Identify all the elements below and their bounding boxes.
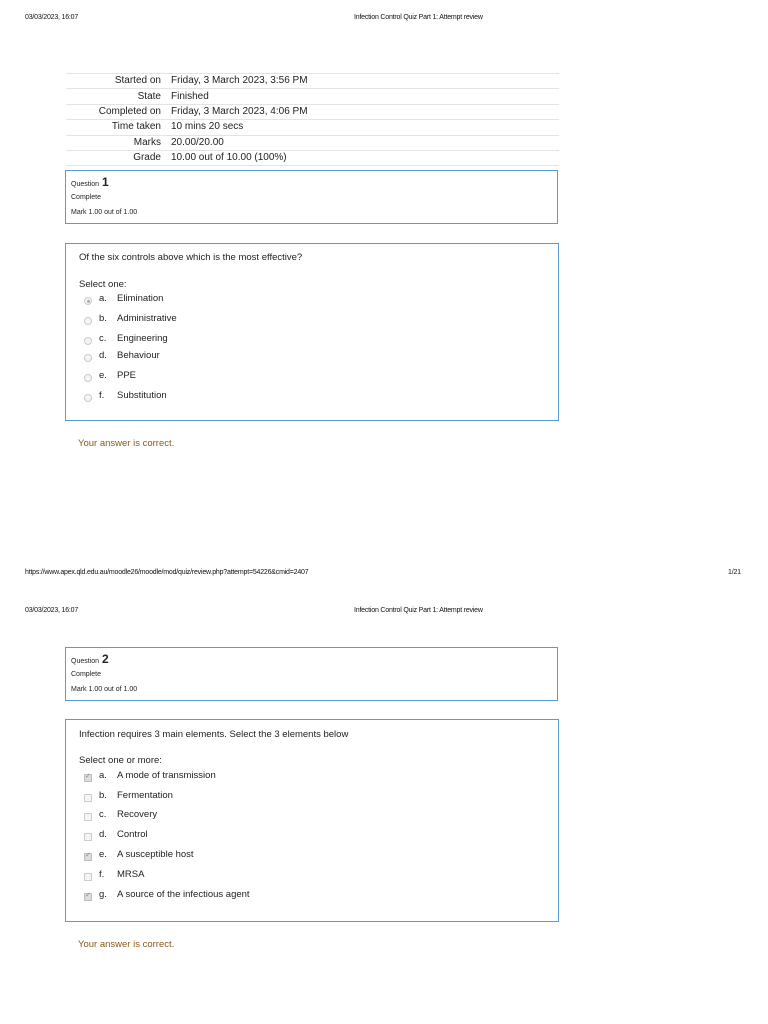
option-letter: e. — [99, 849, 107, 860]
option-label: Elimination — [117, 293, 164, 304]
question-number-value: 1 — [101, 175, 109, 189]
option-label: Administrative — [117, 313, 177, 324]
option-label: Engineering — [117, 333, 168, 344]
summary-key: Started on — [66, 74, 171, 89]
summary-row-completed — [66, 104, 559, 119]
summary-value: 20.00/20.00 — [171, 135, 559, 150]
summary-key: Time taken — [66, 120, 171, 135]
question-1-feedback: Your answer is correct. — [78, 438, 175, 449]
option-label: A mode of transmission — [117, 770, 216, 781]
print-footer-url: https://www.apex.qld.edu.au/moodle26/moodle/mod/quiz/review.php?attempt=54226&cmid=2407 — [25, 569, 309, 576]
option-letter: b. — [99, 313, 107, 324]
summary-value: Finished — [171, 89, 559, 104]
summary-value: Friday, 3 March 2023, 3:56 PM — [171, 74, 559, 89]
question-state: Complete — [71, 194, 101, 201]
question-text: Infection requires 3 main elements. Select the 3 elements below — [79, 729, 349, 740]
option-label: Recovery — [117, 809, 158, 820]
summary-key: Completed on — [66, 104, 171, 119]
checkbox[interactable] — [84, 833, 92, 841]
option-letter: c. — [99, 333, 107, 344]
question-1-content — [65, 243, 559, 421]
checkbox-checked[interactable] — [84, 774, 92, 782]
question-1-info — [65, 170, 558, 224]
answer-prompt: Select one or more: — [79, 755, 162, 766]
summary-row-grade — [66, 150, 559, 165]
option-label: A susceptible host — [117, 849, 194, 860]
option-letter: f. — [99, 390, 105, 401]
summary-row-time-taken — [66, 120, 559, 135]
question-number — [71, 652, 109, 666]
question-2-info — [65, 647, 558, 701]
option-label: Control — [117, 829, 148, 840]
question-label: Question — [71, 658, 100, 665]
option-letter: g. — [99, 889, 107, 900]
checkbox-checked[interactable] — [84, 893, 92, 901]
option-label: Behaviour — [117, 350, 160, 361]
print-header-title-2: Infection Control Quiz Part 1: Attempt review — [354, 607, 483, 614]
checkbox-checked[interactable] — [84, 853, 92, 861]
question-mark: Mark 1.00 out of 1.00 — [71, 686, 138, 693]
option-letter: d. — [99, 829, 107, 840]
attempt-summary-table — [66, 73, 559, 166]
checkbox[interactable] — [84, 813, 92, 821]
print-header-datetime-2: 03/03/2023, 16:07 — [25, 607, 79, 614]
radio-selected[interactable] — [84, 297, 92, 305]
option-letter: a. — [99, 293, 107, 304]
checkbox[interactable] — [84, 873, 92, 881]
option-label: PPE — [117, 370, 137, 381]
answer-prompt: Select one: — [79, 279, 127, 290]
summary-row-state — [66, 89, 559, 104]
question-2-feedback: Your answer is correct. — [78, 939, 175, 950]
radio[interactable] — [84, 317, 92, 325]
summary-value: Friday, 3 March 2023, 4:06 PM — [171, 104, 559, 119]
radio[interactable] — [84, 354, 92, 362]
checkbox[interactable] — [84, 794, 92, 802]
option-label: Fermentation — [117, 790, 173, 801]
summary-row-started — [66, 74, 559, 89]
summary-key: Marks — [66, 135, 171, 150]
question-text: Of the six controls above which is the most effective? — [79, 252, 303, 263]
option-label: A source of the infectious agent — [117, 889, 250, 900]
option-letter: c. — [99, 809, 107, 820]
option-letter: f. — [99, 869, 105, 880]
summary-value: 10 mins 20 secs — [171, 120, 559, 135]
option-label: Substitution — [117, 390, 167, 401]
summary-key: State — [66, 89, 171, 104]
radio[interactable] — [84, 337, 92, 345]
print-header-datetime: 03/03/2023, 16:07 — [25, 14, 79, 21]
option-letter: e. — [99, 370, 107, 381]
summary-value: 10.00 out of 10.00 (100%) — [171, 150, 559, 165]
option-letter: b. — [99, 790, 107, 801]
print-footer-page: 1/21 — [728, 569, 741, 576]
question-state: Complete — [71, 671, 101, 678]
summary-key: Grade — [66, 150, 171, 165]
option-letter: a. — [99, 770, 107, 781]
question-number — [71, 175, 109, 189]
print-header-title: Infection Control Quiz Part 1: Attempt review — [354, 14, 483, 21]
option-letter: d. — [99, 350, 107, 361]
question-mark: Mark 1.00 out of 1.00 — [71, 209, 138, 216]
question-label: Question — [71, 181, 100, 188]
question-number-value: 2 — [101, 652, 109, 666]
summary-row-marks — [66, 135, 559, 150]
radio[interactable] — [84, 374, 92, 382]
option-label: MRSA — [117, 869, 145, 880]
radio[interactable] — [84, 394, 92, 402]
question-2-content — [65, 719, 559, 922]
